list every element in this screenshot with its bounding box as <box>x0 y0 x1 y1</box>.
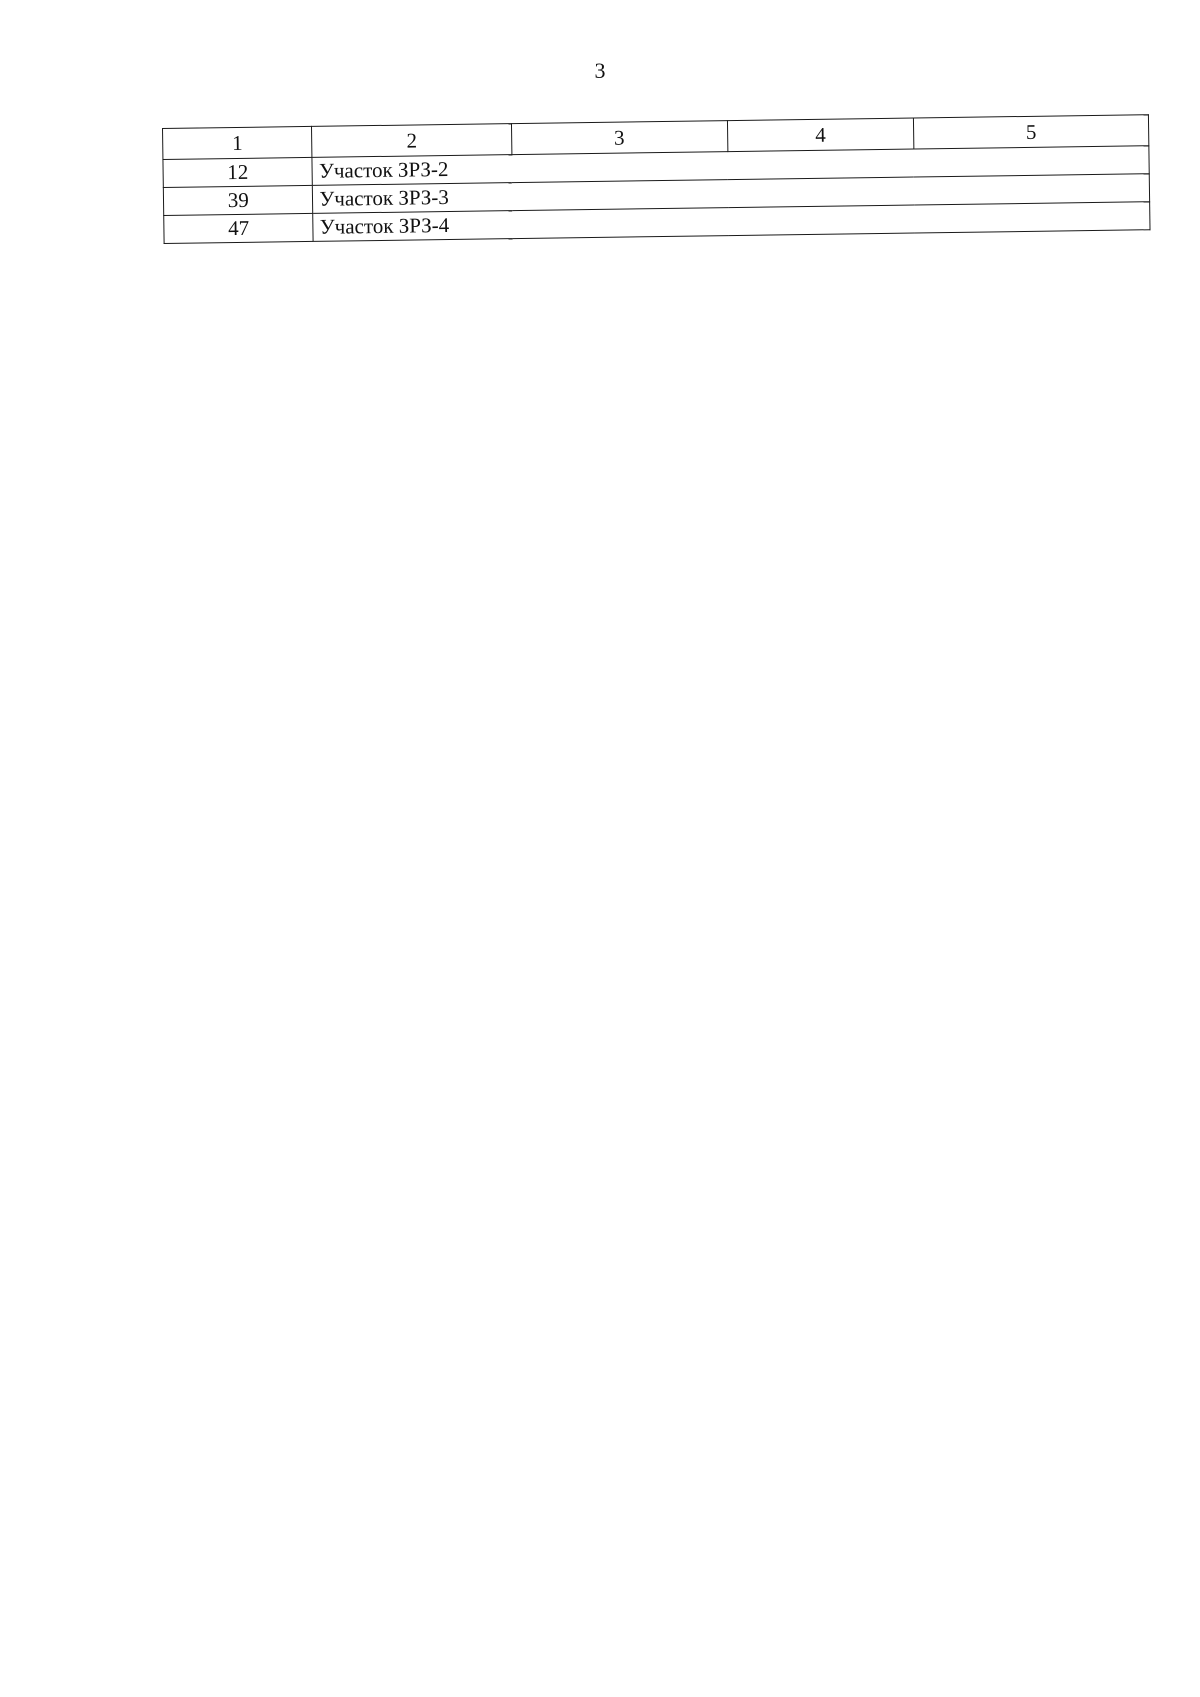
section-title-cell: Участок ЗРЗ-4 <box>313 202 1150 242</box>
row-number-cell: 47 <box>164 213 314 243</box>
row-number-cell: 12 <box>163 157 313 187</box>
page-number: 3 <box>594 58 606 83</box>
header-cell: 4 <box>727 118 914 152</box>
header-cell: 1 <box>163 126 313 159</box>
section-title-cell: Участок ЗРЗ-3 <box>313 174 1150 214</box>
header-cell: 5 <box>913 115 1148 149</box>
header-cell: 2 <box>312 124 512 158</box>
header-cell: 3 <box>511 121 728 155</box>
coordinates-table <box>162 114 1151 244</box>
section-title-cell: Участок ЗРЗ-2 <box>312 146 1149 186</box>
row-number-cell: 39 <box>163 185 313 215</box>
